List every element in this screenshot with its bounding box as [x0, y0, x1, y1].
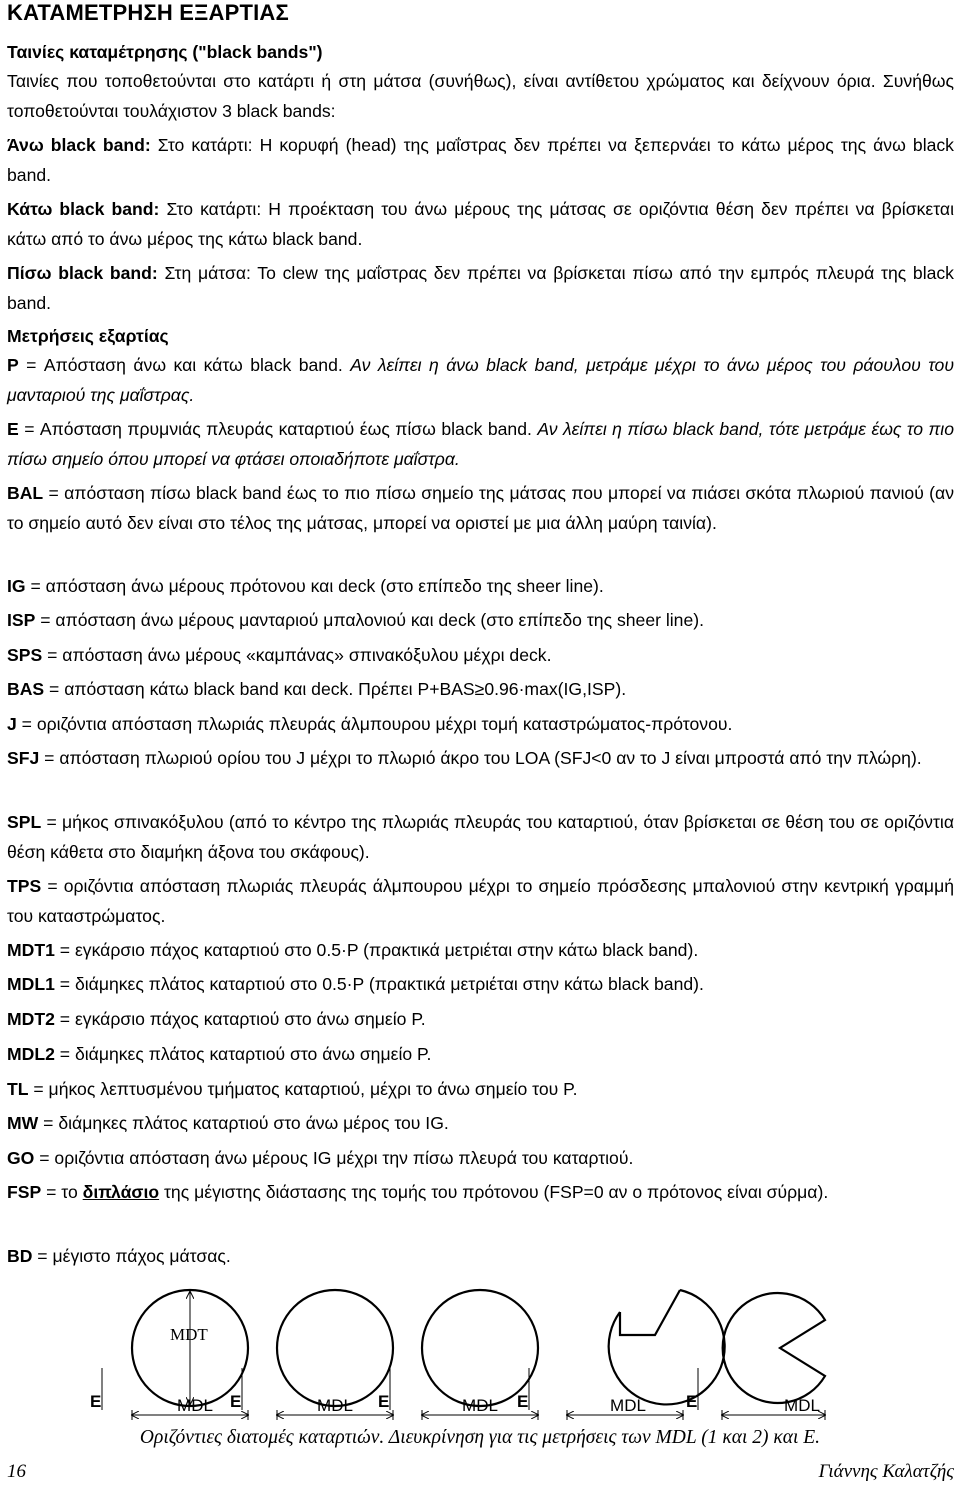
def-MW [7, 1109, 954, 1139]
lower-band-paragraph [7, 195, 954, 254]
def-BD-label: BD [7, 1246, 33, 1266]
def-BAS-text: = απόσταση κάτω black band και deck. Πρέπει P+BAS≥0.96·max(IG,ISP). [44, 679, 627, 699]
mdl-label-3: MDL [462, 1396, 498, 1415]
section-4-shape [609, 1290, 725, 1404]
def-TL [7, 1075, 954, 1105]
measurements-heading: Μετρήσεις εξαρτίας [7, 326, 169, 346]
def-BD-text: = μέγιστο πάχος μάτσας. [32, 1246, 231, 1266]
def-SPS [7, 641, 954, 671]
def-ISP [7, 606, 954, 636]
def-SFJ [7, 744, 954, 774]
page-title: ΚΑΤΑΜΕΤΡΗΣΗ ΕΞΑΡΤΙΑΣ [7, 0, 289, 25]
def-MDT1 [7, 936, 954, 966]
def-MDT1-text: = εγκάρσιο πάχος καταρτιού στο 0.5·P (πρακτικά μετριέται στην κάτω black band). [54, 940, 699, 960]
back-band-paragraph [7, 259, 954, 318]
def-BD [7, 1242, 954, 1272]
def-E [7, 415, 954, 474]
lower-band-text: Στο κατάρτι: Η προέκταση του άνω μέρους της μάτσας σε οριζόντια θέση δεν πρέπει να βρίσκεται κάτω από το άνω μέρος της κάτω black band. [7, 199, 954, 249]
footer-author: Γιάννης Καλατζής [818, 1461, 954, 1482]
e-label-3: E [378, 1392, 390, 1411]
def-MDT2 [7, 1005, 954, 1035]
def-BAL-text: = απόσταση πίσω black band έως το πιο πίσω σημείο της μάτσας που μπορεί να πιάσει σκότα πλωριού πανιού (αν το σημείο αυτό δεν είναι στο τέλος της μάτσας, μπορεί να οριστεί με μια άλλη μαύρη ταινία). [7, 483, 954, 533]
mast-sections-figure [60, 1280, 900, 1430]
mdl-label-2: MDL [317, 1396, 353, 1415]
def-IG [7, 572, 954, 602]
def-GO [7, 1144, 954, 1174]
upper-band-label: Άνω black band: [7, 135, 151, 155]
section-2-circle [277, 1290, 393, 1406]
def-SFJ-text: = απόσταση πλωριού ορίου του J μέχρι το πλωριό άκρο του LOA (SFJ<0 αν το J είναι μπροστά από την πλώρη). [39, 748, 922, 768]
def-P [7, 351, 954, 410]
def-MDL1 [7, 970, 954, 1000]
e-label-2: E [230, 1392, 242, 1411]
mdt-label: MDT [170, 1325, 208, 1344]
def-BAS-label: BAS [7, 679, 45, 699]
def-J [7, 710, 954, 740]
def-FSP-pre: = το [41, 1182, 83, 1202]
def-MDL2-text: = διάμηκες πλάτος καταρτιού στο άνω σημείο P. [54, 1044, 432, 1064]
def-BAL-label: BAL [7, 483, 44, 503]
def-MDL1-text: = διάμηκες πλάτος καταρτιού στο 0.5·P (πρακτικά μετριέται στην κάτω black band). [54, 974, 704, 994]
figure-caption: Οριζόντιες διατομές καταρτιών. Διευκρίνηση για τις μετρήσεις των MDL (1 και 2) και E. [139, 1427, 821, 1448]
def-MDT2-label: MDT2 [7, 1009, 55, 1029]
def-FSP-text: της μέγιστης διάστασης της τομής του πρότονου (FSP=0 αν ο πρότονος είναι σύρμα). [159, 1182, 829, 1202]
def-SPL-label: SPL [7, 812, 42, 832]
def-TL-label: TL [7, 1079, 29, 1099]
def-MDT1-label: MDT1 [7, 940, 55, 960]
def-IG-label: IG [7, 576, 26, 596]
section-5-pacman [723, 1293, 825, 1403]
e-label-1: E [90, 1392, 102, 1411]
e-label-4: E [517, 1392, 529, 1411]
def-FSP-label: FSP [7, 1182, 42, 1202]
def-MDL1-label: MDL1 [7, 974, 55, 994]
section-3-circle [422, 1290, 538, 1406]
def-MDL2-label: MDL2 [7, 1044, 55, 1064]
def-E-text: = Απόσταση πρυμνιάς πλευράς καταρτιού έως πίσω black band. [18, 419, 538, 439]
def-P-label: P [7, 355, 19, 375]
page-number: 16 [7, 1461, 26, 1482]
mdl-label-5: MDL [784, 1396, 820, 1415]
mdl-label-4: MDL [610, 1396, 646, 1415]
def-FSP [7, 1178, 954, 1208]
def-SPL [7, 808, 954, 867]
def-E-note: Αν λείπει η πίσω black band, τότε μετράμε έως το πιο πίσω σημείο όπου μπορεί να φτάσει οποιαδήποτε μαΐστρα. [7, 419, 954, 469]
def-P-text: = Απόσταση άνω και κάτω black band. [18, 355, 351, 375]
def-SFJ-label: SFJ [7, 748, 40, 768]
def-GO-text: = οριζόντια απόσταση άνω μέρους IG μέχρι την πίσω πλευρά του καταρτιού. [34, 1148, 634, 1168]
def-TPS [7, 872, 954, 931]
def-MDT2-text: = εγκάρσιο πάχος καταρτιού στο άνω σημείο P. [54, 1009, 426, 1029]
upper-band-text: Στο κατάρτι: Η κορυφή (head) της μαΐστρας δεν πρέπει να ξεπερνάει το κάτω μέρος της άνω black band. [7, 135, 954, 185]
def-TPS-label: TPS [7, 876, 42, 896]
mdl-label-1: MDL [177, 1396, 213, 1415]
def-ISP-text: = απόσταση άνω μέρους μανταριού μπαλονιού και deck (στο επίπεδο της sheer line). [35, 610, 704, 630]
def-IG-text: = απόσταση άνω μέρους πρότονου και deck (στο επίπεδο της sheer line). [25, 576, 604, 596]
def-E-label: E [7, 419, 19, 439]
def-SPL-text: = μήκος σπινακόξυλου (από το κέντρο της πλωριάς πλευράς του καταρτιού, όταν βρίσκεται σε θέση του σε οριζόντια θέση κάθετα στο διαμήκη άξονα του σκάφους). [7, 812, 954, 862]
bands-intro: Ταινίες που τοποθετούνται στο κατάρτι ή στη μάτσα (συνήθως), είναι αντίθετου χρώματος και δείχνουν όρια. Συνήθως τοποθετούνται τουλάχιστον 3 black bands: [7, 71, 954, 121]
def-ISP-label: ISP [7, 610, 36, 630]
bands-heading: Ταινίες καταμέτρησης ("black bands") [7, 42, 323, 62]
back-band-label: Πίσω black band: [7, 263, 158, 283]
back-band-text: Στη μάτσα: Το clew της μαΐστρας δεν πρέπει να βρίσκεται πίσω από την εμπρός πλευρά της black band. [7, 263, 954, 313]
def-FSP-underlined: διπλάσιο [82, 1182, 160, 1202]
def-TL-text: = μήκος λεπτυσμένου τμήματος καταρτιού, μέχρι το άνω σημείο του P. [28, 1079, 578, 1099]
e-label-5: E [686, 1392, 698, 1411]
def-GO-label: GO [7, 1148, 35, 1168]
section-4-notch [620, 1290, 680, 1335]
def-TPS-text: = οριζόντια απόσταση πλωριάς πλευράς άλμπουρου μέχρι το σημείο πρόσδεσης μπαλονιού στην κεντρική γραμμή του καταστρώματος. [7, 876, 954, 926]
def-MDL2 [7, 1040, 954, 1070]
def-P-note: Αν λείπει η άνω black band, μετράμε μέχρι το άνω μέρος του ράουλου του μανταριού της μαΐστρας. [7, 355, 954, 405]
def-SPS-text: = απόσταση άνω μέρους «καμπάνας» σπινακόξυλου μέχρι deck. [42, 645, 552, 665]
def-SPS-label: SPS [7, 645, 43, 665]
def-J-label: J [7, 714, 17, 734]
upper-band-paragraph [7, 131, 954, 190]
def-BAS [7, 675, 954, 705]
def-MW-text: = διάμηκες πλάτος καταρτιού στο άνω μέρος του IG. [38, 1113, 449, 1133]
def-MW-label: MW [7, 1113, 39, 1133]
lower-band-label: Κάτω black band: [7, 199, 160, 219]
def-BAL [7, 479, 954, 538]
def-J-text: = οριζόντια απόσταση πλωριάς πλευράς άλμπουρου μέχρι τομή καταστρώματος-πρότονου. [16, 714, 733, 734]
